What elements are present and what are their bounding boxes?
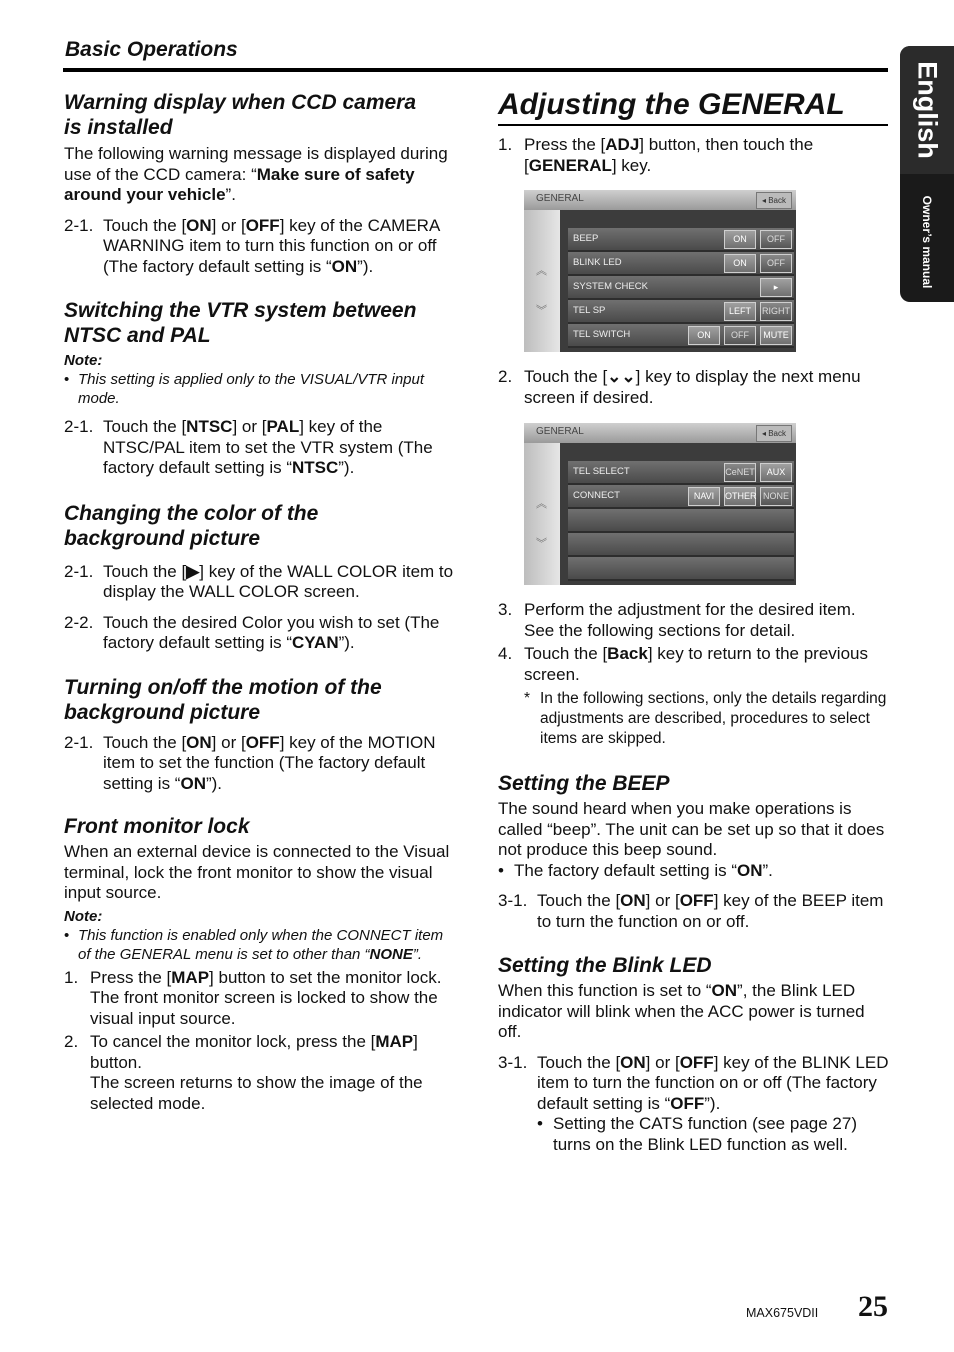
- vtr-note-text: • This setting is applied only to the VISUAL/VTR input mode.: [64, 370, 456, 408]
- motion-step-1: 2-1. Touch the [ON] or [OFF] key of the MOTION item to set the function (The factory default setting is “ON”).: [64, 732, 436, 793]
- back-button[interactable]: ◂ Back: [756, 192, 792, 209]
- motion-heading: Turning on/off the motion of the background picture: [64, 675, 382, 724]
- blink-intro: When this function is set to “ON”, the Blink LED indicator will blink when the ACC power is turned off.: [498, 981, 865, 1041]
- screen-sidebar: [524, 210, 560, 352]
- page-down-icon[interactable]: ︾: [536, 305, 547, 317]
- general-step-4: 4. Touch the [Back] key to return to the previous screen.: [498, 644, 868, 684]
- blink-off-key[interactable]: OFF: [760, 254, 792, 273]
- vtr-note-heading: Note:: [64, 352, 103, 369]
- language-tab: [900, 46, 954, 302]
- tel-select-cenet-key[interactable]: CeNET: [724, 463, 756, 482]
- beep-off-key[interactable]: OFF: [760, 230, 792, 249]
- screen-title: GENERAL: [536, 193, 584, 204]
- vtr-heading: Switching the VTR system between NTSC and PAL: [64, 299, 417, 347]
- page-down-icon[interactable]: ︾: [536, 538, 547, 550]
- vtr-step-1: 2-1. Touch the [NTSC] or [PAL] key of the NTSC/PAL item to set the VTR system (The factory default setting is “NTSC”).: [64, 417, 433, 477]
- ccd-step-1: 2-1. Touch the [ON] or [OFF] key of the CAMERA WARNING item to turn this function on or off (The factory default setting is “ON”).: [64, 215, 440, 276]
- tel-switch-mute-key[interactable]: MUTE: [760, 326, 792, 345]
- language-label: English: [912, 61, 943, 159]
- connect-other-key[interactable]: OTHER: [724, 487, 756, 506]
- lock-note-heading: Note:: [64, 907, 103, 925]
- left-column: [64, 90, 456, 1114]
- screen-sidebar: [524, 443, 560, 585]
- menu-row-tel-select: TEL SELECT CeNET AUX: [568, 461, 794, 485]
- beep-default: • The factory default setting is “ON”.: [498, 861, 890, 882]
- manual-label: Owner’s manual: [920, 195, 934, 289]
- back-button[interactable]: ◂ Back: [756, 425, 792, 442]
- right-column: [498, 88, 890, 1155]
- tel-switch-off-key[interactable]: OFF: [724, 326, 756, 345]
- screen-titlebar: [524, 190, 796, 210]
- blink-step-1: 3-1. Touch the [ON] or [OFF] key of the BLINK LED item to turn the function on or off (The factory default setting is “OFF”).: [498, 1052, 889, 1113]
- menu-row-tel-switch: TEL SWITCH ON OFF MUTE: [568, 324, 794, 348]
- menu-row-empty: [568, 533, 794, 557]
- beep-on-key[interactable]: ON: [724, 230, 756, 249]
- beep-intro: The sound heard when you make operations is called “beep”. The unit can be set up so that it does not produce this beep sound.: [498, 799, 885, 859]
- connect-none-key[interactable]: NONE: [760, 487, 792, 506]
- title-rule: [498, 124, 888, 126]
- menu-row-tel-sp: TEL SP LEFT RIGHT: [568, 300, 794, 324]
- general-screen-1: [524, 190, 796, 352]
- menu-row-empty: [568, 509, 794, 533]
- lock-note-text: • This function is enabled only when the CONNECT item of the GENERAL menu is set to other than “NONE”.: [64, 926, 456, 964]
- main-title: Adjusting the GENERAL: [498, 88, 845, 121]
- beep-heading: Setting the BEEP: [498, 772, 670, 795]
- screen-titlebar: [524, 423, 796, 443]
- tel-sp-right-key[interactable]: RIGHT: [760, 302, 792, 321]
- lock-intro: When an external device is connected to the Visual terminal, lock the front monitor to show the visual input source.: [64, 842, 450, 902]
- menu-row-blink-led: BLINK LED ON OFF: [568, 252, 794, 276]
- blink-heading: Setting the Blink LED: [498, 954, 712, 977]
- page-up-icon[interactable]: ︽: [536, 265, 547, 277]
- color-heading: Changing the color of the background picture: [64, 501, 319, 550]
- lock-step-1: 1. Press the [MAP] button to set the monitor lock. The front monitor screen is locked to show the visual input source.: [64, 967, 442, 1028]
- general-step-2: 2. Touch the [⌄⌄] key to display the next menu screen if desired.: [498, 367, 861, 407]
- color-step-1: 2-1. Touch the [▶] key of the WALL COLOR item to display the WALL COLOR screen.: [64, 561, 454, 601]
- beep-step-1: 3-1. Touch the [ON] or [OFF] key of the BEEP item to turn the function on or off.: [498, 891, 884, 931]
- menu-row-empty: [568, 557, 794, 581]
- screen-title: GENERAL: [536, 426, 584, 437]
- system-check-key[interactable]: ▸: [760, 278, 792, 297]
- header-rule: [63, 68, 888, 72]
- color-step-2: 2-2. Touch the desired Color you wish to set (The factory default setting is “CYAN”).: [64, 612, 440, 652]
- lock-step-2: 2. To cancel the monitor lock, press the [MAP] button. The screen returns to show the image of the selected mode.: [64, 1032, 423, 1113]
- page-up-icon[interactable]: ︽: [536, 498, 547, 510]
- tel-switch-on-key[interactable]: ON: [688, 326, 720, 345]
- menu-row-beep: BEEP ON OFF: [568, 228, 794, 252]
- ccd-heading: Warning display when CCD camera is installed: [64, 91, 417, 139]
- general-step-1: 1. Press the [ADJ] button, then touch the [GENERAL] key.: [498, 135, 814, 175]
- ccd-intro: The following warning message is displayed during use of the CCD camera: “Make sure of safety around your vehicle”.: [64, 144, 448, 204]
- blink-cats-note: • Setting the CATS function (see page 27) turns on the Blink LED function as well.: [537, 1114, 890, 1155]
- tel-sp-left-key[interactable]: LEFT: [724, 302, 756, 321]
- section-header: Basic Operations: [65, 38, 238, 61]
- general-footnote: * In the following sections, only the details regarding adjustments are described, procedures to select items are skipped.: [524, 690, 887, 747]
- connect-navi-key[interactable]: NAVI: [688, 487, 720, 506]
- tel-select-aux-key[interactable]: AUX: [760, 463, 792, 482]
- model-number: MAX675VDII: [746, 1306, 819, 1320]
- blink-on-key[interactable]: ON: [724, 254, 756, 273]
- page-number: 25: [858, 1290, 888, 1323]
- menu-row-system-check: SYSTEM CHECK ▸: [568, 276, 794, 300]
- general-screen-2: [524, 423, 796, 585]
- general-step-3: 3. Perform the adjustment for the desired item. See the following sections for detail.: [498, 600, 856, 640]
- menu-row-connect: CONNECT NAVI OTHER NONE: [568, 485, 794, 509]
- lock-heading: Front monitor lock: [64, 815, 250, 838]
